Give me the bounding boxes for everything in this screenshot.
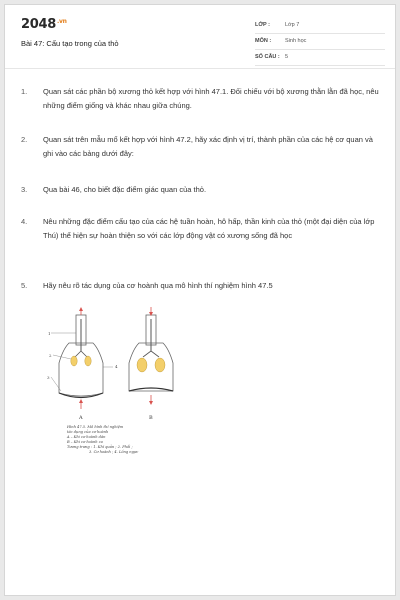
question-number: 1. <box>21 87 28 96</box>
caption-line: 3. Cơ hoành ; 4. Lồng ngực <box>89 450 139 454</box>
meta-value: Sinh học <box>285 38 307 44</box>
logo-domain: .vn <box>56 17 67 25</box>
caption-line: tác dụng của cơ hoành <box>67 430 109 434</box>
question-text: Quan sát trên mẫu mổ kết hợp với hình 47.2, hãy xác định vị trí, thành phần của các hệ cơ quan và ghi vào các bảng dưới đây: <box>43 135 373 158</box>
meta-value: Lớp 7 <box>285 22 300 28</box>
question-text: Qua bài 46, cho biết đặc điểm giác quan của thỏ. <box>43 185 207 194</box>
meta-key: MÔN : <box>255 38 272 44</box>
site-logo[interactable] <box>21 17 67 32</box>
meta-row-class <box>255 19 385 34</box>
meta-key: LỚP : <box>255 22 270 28</box>
jar-b <box>129 307 173 405</box>
question-text: Nêu những đặc điểm cấu tạo của các hệ tuần hoàn, hô hấp, thần kinh của thỏ (một đại diện của lớp Thú) thể hiện sự hoàn thiện so với các lớp động vật có xương sống đã học <box>43 217 375 240</box>
question-number: 5. <box>21 281 28 290</box>
label-2: 2 <box>49 353 52 358</box>
caption-line: Tương trưng : 1. Khí quản ; 2. Phổi ; <box>67 445 133 449</box>
worksheet-header <box>5 5 395 69</box>
label-b: B <box>149 415 153 421</box>
question-text: Hãy nêu rõ tác dụng của cơ hoành qua mô hình thí nghiệm hình 47.5 <box>43 281 273 290</box>
label-1: 1 <box>48 331 51 336</box>
meta-row-count <box>255 51 385 66</box>
logo-text: 2048 <box>21 17 56 32</box>
worksheet-page <box>4 4 396 596</box>
question-number: 2. <box>21 135 28 144</box>
caption-line: A – Khi cơ hoành dãn <box>67 435 106 439</box>
meta-value: 5 <box>285 54 289 60</box>
meta-key: SỐ CÂU : <box>255 54 280 60</box>
question-number: 3. <box>21 185 28 194</box>
label-3: 3 <box>47 375 50 380</box>
label-a: A <box>79 415 83 421</box>
caption-line: Hình 47.5. Mô hình thí nghiệm <box>67 425 124 429</box>
question-text: Quan sát các phần bộ xương thỏ kết hợp với hình 47.1. Đối chiếu với bộ xương thằn lằn đã học, nêu những điểm giống và khác nhau giữa chúng. <box>43 87 379 110</box>
meta-table <box>255 19 385 67</box>
caption-line: B – Khi cơ hoành co <box>67 440 103 444</box>
meta-row-subject <box>255 35 385 50</box>
question-number: 4. <box>21 217 28 226</box>
jar-a <box>51 307 113 409</box>
label-4: 4 <box>115 364 118 369</box>
lesson-title: Bài 47: Cấu tạo trong của thỏ <box>21 39 119 48</box>
figure-caption <box>67 425 187 455</box>
